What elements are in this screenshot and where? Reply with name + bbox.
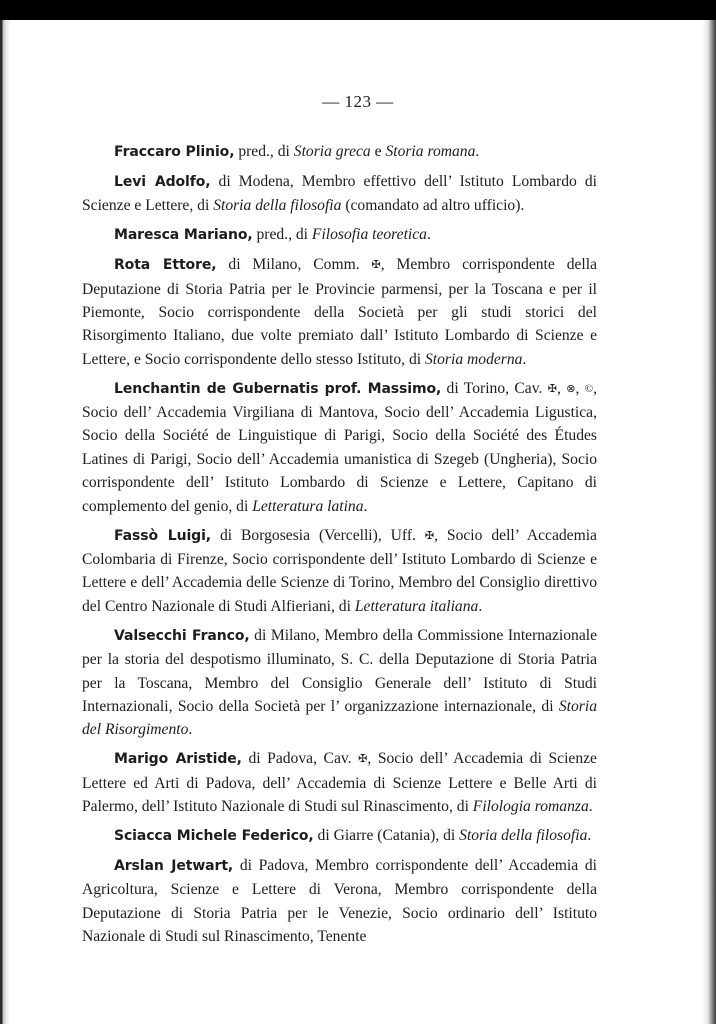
entry-marigo (82, 747, 597, 818)
entry-text: di Milano, Comm. (216, 256, 372, 274)
entry-text: di Padova, Membro corrispondente dell’ Accademia di Agricoltura, Scienze e Lettere di Verona, Membro corrispondente della Deputazione di Storia Patria per le Venezie, Socio ordinario dell’ Istituto Nazionale di Studi sul Rinascimento, Tenente (82, 856, 597, 946)
entry-text: di Padova, Cav. (241, 750, 359, 768)
entry-subject: Letteratura latina (252, 497, 364, 515)
entry-subject: Letteratura italiana (354, 597, 479, 615)
circled-cross-icon: ⊗ (566, 382, 576, 395)
entry-subject: Storia romana (385, 143, 476, 160)
entry-rota (82, 253, 597, 371)
entry-text: di Giarre (Catania), di (313, 826, 460, 844)
entry-fasso (82, 524, 597, 619)
entry-text: pred., di (252, 226, 312, 244)
cross-decoration-icon: ✠ (547, 382, 557, 395)
scan-left-edge (0, 20, 10, 1024)
scan-right-edge (702, 20, 716, 1024)
entry-text: . (587, 826, 592, 844)
entry-subject: Filologia romanza (472, 798, 589, 816)
entry-text: . (475, 143, 480, 160)
entry-text: , (556, 379, 567, 397)
entry-name: Marigo Aristide, (114, 751, 242, 768)
entry-text: . (426, 226, 431, 244)
entry-arslan (82, 854, 597, 949)
entry-text: . (522, 350, 527, 368)
entry-text: . (363, 497, 368, 515)
entry-text: . (588, 798, 593, 816)
scan-top-border (0, 0, 716, 20)
entry-text: pred., di (234, 143, 294, 160)
circled-c-icon: © (584, 382, 594, 395)
entry-subject: Storia del Risorgimento (82, 697, 597, 739)
cross-decoration-icon: ✠ (424, 529, 435, 542)
entry-subject: Storia della filosofia (213, 197, 342, 215)
entry-name: Maresca Mariano, (114, 227, 253, 244)
entry-lenchantin (82, 377, 597, 518)
cross-decoration-icon: ✠ (371, 259, 381, 272)
entry-name: Fraccaro Plinio, (114, 144, 235, 160)
cross-decoration-icon: ✠ (358, 753, 368, 766)
entry-name: Sciacca Michele Federico, (114, 827, 314, 844)
entry-text: di Torino, Cav. (441, 379, 548, 397)
entry-name: Rota Ettore, (114, 257, 217, 274)
entry-name: Arslan Jetwart, (114, 857, 234, 874)
entry-text: di Milano, Membro della Commissione Internazionale per la storia del despotismo illuminato, S. C. della Deputazione di Storia Patria per la Toscana, Membro del Consiglio Generale dell’ Istituto di Studi Internazionali, Socio della Società per l’ organizzazione internazionale, di (82, 626, 598, 715)
entry-sciacca (82, 824, 597, 848)
entry-valsecchi (82, 624, 597, 742)
entry-subject: Storia greca (293, 143, 371, 160)
entry-name: Fassò Luigi, (114, 527, 212, 544)
entry-text: di Borgosesia (Vercelli), Uff. (211, 526, 425, 544)
entry-text: , Socio dell’ Accademia Colombaria di Firenze, Socio corrispondente dell’ Istituto Lombardo di Scienze e Lettere e dell’ Accademia delle Scienze di Torino, Membro del Consiglio direttivo del Centro Nazionale di Studi Alfieriani, di (82, 526, 597, 615)
entry-levi (82, 170, 597, 218)
entry-name: Lenchantin de Gubernatis prof. Massimo, (114, 380, 442, 397)
entry-name: Levi Adolfo, (114, 173, 211, 190)
entry-subject: Filosofia teoretica (311, 226, 427, 244)
entry-text: , Socio dell’ Accademia Virgiliana di Mantova, Socio dell’ Accademia Ligustica, Socio della Société de Linguistique di Parigi, Socio della Société des Études Latines di Parigi, Socio dell’ Accademia umanistica di Szegeb (Ungheria), Socio corrispondente dell’ Istituto Lombardo di Scienze e Lettere, Capitano di complemento del genio, di (82, 379, 597, 515)
entry-maresca (82, 223, 597, 247)
page-number: — 123 — (322, 92, 394, 111)
entry-text: e (370, 143, 386, 160)
entry-subject: Storia della filosofia (459, 826, 588, 844)
entry-text: , Membro corrispondente della Deputazione di Storia Patria per le Provincie parmensi, per la Toscana e per il Piemonte, Socio corrispondente della Società per gli studi storici del Risorgimento Italiano, due volte premiato dall’ Istituto Lombardo di Scienze e Lettere, e Socio corrispondente dello stesso Istituto, di (82, 256, 597, 368)
faculty-list (82, 140, 597, 954)
entry-subject: Storia moderna (425, 350, 523, 368)
entry-text: , Socio dell’ Accademia di Scienze Lettere ed Arti di Padova, dell’ Accademia di Scienze Lettere e Belle Arti di Palermo, dell’ Istituto Nazionale di Studi sul Rinascimento, di (82, 750, 597, 816)
entry-name: Valsecchi Franco, (114, 627, 250, 644)
entry-text: . (188, 721, 193, 739)
entry-text: . (478, 597, 483, 615)
entry-text: , (575, 379, 585, 397)
entry-fraccaro (82, 140, 597, 164)
entry-text: di Modena, Membro effettivo dell’ Istituto Lombardo di Scienze e Lettere, di (82, 172, 597, 215)
entry-text: (comandato ad altro ufficio). (341, 197, 525, 215)
